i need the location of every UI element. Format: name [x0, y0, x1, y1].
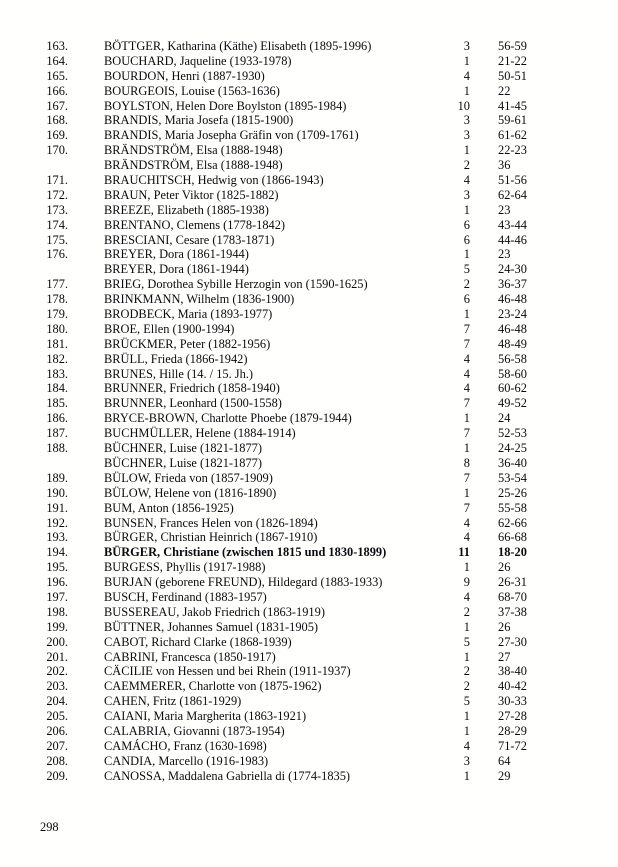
entry-number: 177. — [46, 277, 68, 292]
entry-name: BROE, Ellen (1900-1994) — [104, 321, 235, 336]
entry-pages: 26 — [498, 560, 511, 575]
entry-name: BRODBECK, Maria (1893-1977) — [104, 307, 273, 322]
table-row — [40, 679, 600, 694]
entry-name: CABRINI, Francesca (1850-1917) — [104, 649, 276, 664]
entry-number: 202. — [46, 664, 68, 679]
entry-count: 11 — [458, 545, 470, 560]
entry-name: CAEMMERER, Charlotte von (1875-1962) — [104, 679, 322, 694]
entry-count: 9 — [463, 575, 470, 590]
entry-pages: 49-52 — [498, 396, 527, 411]
entry-count: 6 — [463, 232, 470, 247]
entry-pages: 41-45 — [498, 98, 527, 113]
entry-pages: 40-42 — [498, 679, 527, 694]
entry-number: 205. — [46, 709, 68, 724]
entry-name: BUCHMÜLLER, Helene (1884-1914) — [104, 426, 296, 441]
entry-count: 4 — [463, 173, 470, 188]
page-number: 298 — [40, 820, 59, 834]
table-row — [40, 396, 600, 411]
entry-number: 191. — [46, 500, 68, 515]
entry-count: 1 — [463, 202, 470, 217]
entry-count: 5 — [463, 694, 470, 709]
table-row — [40, 367, 600, 382]
entry-pages: 60-62 — [498, 381, 527, 396]
entry-pages: 43-44 — [498, 217, 527, 232]
entry-pages: 56-59 — [498, 39, 527, 53]
table-row — [40, 486, 600, 501]
entry-pages: 26-31 — [498, 575, 527, 590]
entry-pages: 52-53 — [498, 426, 527, 441]
entry-pages: 21-22 — [498, 53, 527, 68]
entry-name: CABOT, Richard Clarke (1868-1939) — [104, 634, 292, 649]
entry-name: BRÜLL, Frieda (1866-1942) — [104, 351, 248, 366]
entry-number: 166. — [46, 83, 68, 98]
entry-number: 204. — [46, 694, 68, 709]
entry-pages: 29 — [498, 768, 511, 783]
table-row — [40, 218, 600, 233]
table-row — [40, 516, 600, 531]
table-row — [40, 456, 600, 471]
entry-count: 1 — [463, 441, 470, 456]
entry-name: BRÄNDSTRÖM, Elsa (1888-1948) — [104, 158, 283, 173]
entry-count: 1 — [463, 53, 470, 68]
table-row — [40, 635, 600, 650]
entry-name: BUNSEN, Frances Helen von (1826-1894) — [104, 515, 318, 530]
entry-count: 5 — [463, 634, 470, 649]
entry-count: 4 — [463, 515, 470, 530]
entry-pages: 24-30 — [498, 262, 527, 277]
entry-number: 181. — [46, 336, 68, 351]
entry-number: 176. — [46, 247, 68, 262]
entry-number: 190. — [46, 485, 68, 500]
table-row — [40, 650, 600, 665]
entry-name: BRUNNER, Leonhard (1500-1558) — [104, 396, 282, 411]
entry-name: BÖTTGER, Katharina (Käthe) Elisabeth (1895-1996) — [104, 39, 372, 53]
entry-pages: 22-23 — [498, 143, 527, 158]
entry-name: BÜLOW, Frieda von (1857-1909) — [104, 470, 273, 485]
entry-number: 194. — [46, 545, 68, 560]
table-row — [40, 307, 600, 322]
entry-pages: 56-58 — [498, 351, 527, 366]
entry-count: 2 — [463, 604, 470, 619]
entry-count: 1 — [463, 709, 470, 724]
table-row — [40, 545, 600, 560]
table-row — [40, 739, 600, 754]
entry-count: 1 — [463, 143, 470, 158]
entry-count: 1 — [463, 307, 470, 322]
entry-count: 1 — [463, 247, 470, 262]
entry-number: 186. — [46, 411, 68, 426]
entry-number: 180. — [46, 321, 68, 336]
entry-name: CAHEN, Fritz (1861-1929) — [104, 694, 242, 709]
entry-count: 6 — [463, 292, 470, 307]
entry-number: 183. — [46, 366, 68, 381]
entry-pages: 62-66 — [498, 515, 527, 530]
entry-number: 173. — [46, 202, 68, 217]
table-row — [40, 724, 600, 739]
entry-pages: 62-64 — [498, 187, 527, 202]
entry-name: BRÄNDSTRÖM, Elsa (1888-1948) — [104, 143, 283, 158]
entry-number: 179. — [46, 307, 68, 322]
entry-number: 197. — [46, 589, 68, 604]
entry-name: BURGESS, Phyllis (1917-1988) — [104, 560, 266, 575]
table-row — [40, 84, 600, 99]
entry-count: 4 — [463, 381, 470, 396]
entry-pages: 28-29 — [498, 723, 527, 738]
entry-name: BRUNNER, Friedrich (1858-1940) — [104, 381, 280, 396]
entry-name: BRAUCHITSCH, Hedwig von (1866-1943) — [104, 173, 324, 188]
table-row — [40, 322, 600, 337]
entry-name: CANDIA, Marcello (1916-1983) — [104, 753, 269, 768]
table-row — [40, 441, 600, 456]
entry-number: 187. — [46, 426, 68, 441]
table-row — [40, 694, 600, 709]
entry-name: BRINKMANN, Wilhelm (1836-1900) — [104, 292, 295, 307]
entry-count: 2 — [463, 679, 470, 694]
table-row — [40, 143, 600, 158]
entry-pages: 53-54 — [498, 470, 527, 485]
entry-count: 1 — [463, 560, 470, 575]
entry-pages: 27-28 — [498, 709, 527, 724]
entry-pages: 18-20 — [498, 545, 527, 560]
entry-name: BÜRGER, Christian Heinrich (1867-1910) — [104, 530, 318, 545]
entry-number: 189. — [46, 470, 68, 485]
table-row — [40, 530, 600, 545]
entry-name: BOUCHARD, Jaqueline (1933-1978) — [104, 53, 292, 68]
entry-count: 1 — [463, 83, 470, 98]
table-row — [40, 501, 600, 516]
table-row — [40, 277, 600, 292]
entry-number: 185. — [46, 396, 68, 411]
entry-pages: 30-33 — [498, 694, 527, 709]
entry-count: 5 — [463, 262, 470, 277]
table-row — [40, 203, 600, 218]
table-row — [40, 605, 600, 620]
entry-pages: 23-24 — [498, 307, 527, 322]
entry-count: 10 — [457, 98, 470, 113]
entry-name: CALABRIA, Giovanni (1873-1954) — [104, 723, 285, 738]
entry-name: BRANDIS, Maria Josepha Gräfin von (1709-1761) — [104, 128, 359, 143]
entry-number: 209. — [46, 768, 68, 783]
entry-name: BRIEG, Dorothea Sybille Herzogin von (1590-1625) — [104, 277, 368, 292]
entry-pages: 25-26 — [498, 485, 527, 500]
table-row — [40, 590, 600, 605]
entry-name: BÜCHNER, Luise (1821-1877) — [104, 441, 262, 456]
entry-name: BUSCH, Ferdinand (1883-1957) — [104, 589, 267, 604]
table-row — [40, 128, 600, 143]
entry-pages: 26 — [498, 619, 511, 634]
table-row — [40, 411, 600, 426]
entry-count: 7 — [463, 470, 470, 485]
entry-pages: 59-61 — [498, 113, 527, 128]
entry-number: 208. — [46, 753, 68, 768]
table-row — [40, 113, 600, 128]
entry-number: 198. — [46, 604, 68, 619]
entry-number: 170. — [46, 143, 68, 158]
entry-pages: 51-56 — [498, 173, 527, 188]
entry-count: 7 — [463, 321, 470, 336]
entry-name: BRAUN, Peter Viktor (1825-1882) — [104, 187, 279, 202]
entry-count: 1 — [463, 411, 470, 426]
entry-pages: 64 — [498, 753, 511, 768]
entry-pages: 36 — [498, 158, 511, 173]
table-row — [40, 381, 600, 396]
entry-name: BÜLOW, Helene von (1816-1890) — [104, 485, 277, 500]
table-row — [40, 754, 600, 769]
entry-number: 195. — [46, 560, 68, 575]
entry-number: 167. — [46, 98, 68, 113]
table-row — [40, 337, 600, 352]
entry-name: CANOSSA, Maddalena Gabriella di (1774-1835) — [104, 768, 351, 783]
entry-pages: 38-40 — [498, 664, 527, 679]
entry-count: 7 — [463, 336, 470, 351]
entry-name: BRENTANO, Clemens (1778-1842) — [104, 217, 286, 232]
entry-name: CAIANI, Maria Margherita (1863-1921) — [104, 709, 307, 724]
entry-count: 3 — [463, 39, 470, 53]
entry-name: CAMÁCHO, Franz (1630-1698) — [104, 738, 267, 753]
entry-count: 2 — [463, 664, 470, 679]
entry-number: 206. — [46, 723, 68, 738]
entry-number: 196. — [46, 575, 68, 590]
entry-pages: 48-49 — [498, 336, 527, 351]
entry-count: 4 — [463, 68, 470, 83]
entry-pages: 71-72 — [498, 738, 527, 753]
entry-count: 4 — [463, 351, 470, 366]
entry-pages: 36-40 — [498, 455, 527, 470]
entry-count: 3 — [463, 113, 470, 128]
table-row — [40, 173, 600, 188]
entry-pages: 23 — [498, 202, 511, 217]
table-row — [40, 352, 600, 367]
entry-name: BRUNES, Hille (14. / 15. Jh.) — [104, 366, 254, 381]
entry-number: 188. — [46, 441, 68, 456]
entry-count: 6 — [463, 217, 470, 232]
entry-count: 7 — [463, 396, 470, 411]
table-row — [40, 560, 600, 575]
table-row — [40, 39, 600, 54]
entry-number: 169. — [46, 128, 68, 143]
entry-number: 163. — [46, 39, 68, 53]
entry-pages: 24 — [498, 411, 511, 426]
entry-number: 200. — [46, 634, 68, 649]
entry-number: 175. — [46, 232, 68, 247]
entry-name: BRANDIS, Maria Josefa (1815-1900) — [104, 113, 294, 128]
entry-name: BREYER, Dora (1861-1944) — [104, 247, 249, 262]
entry-number: 199. — [46, 619, 68, 634]
entry-pages: 27 — [498, 649, 511, 664]
entry-count: 7 — [463, 426, 470, 441]
table-row — [40, 426, 600, 441]
entry-name: BRÜCKMER, Peter (1882-1956) — [104, 336, 271, 351]
table-row — [40, 575, 600, 590]
table-row — [40, 188, 600, 203]
entry-pages: 23 — [498, 247, 511, 262]
entry-name: BREYER, Dora (1861-1944) — [104, 262, 249, 277]
entry-pages: 22 — [498, 83, 511, 98]
entry-pages: 55-58 — [498, 500, 527, 515]
entry-name: BOURDON, Henri (1887-1930) — [104, 68, 265, 83]
entry-count: 1 — [463, 649, 470, 664]
entry-count: 1 — [463, 723, 470, 738]
entry-name: BRESCIANI, Cesare (1783-1871) — [104, 232, 275, 247]
entry-name: BÜCHNER, Luise (1821-1877) — [104, 455, 262, 470]
table-row — [40, 262, 600, 277]
entry-pages: 37-38 — [498, 604, 527, 619]
entry-number: 164. — [46, 53, 68, 68]
entry-number: 192. — [46, 515, 68, 530]
entry-pages: 46-48 — [498, 292, 527, 307]
entry-name: BURJAN (geborene FREUND), Hildegard (1883-1933) — [104, 575, 383, 590]
entry-count: 2 — [463, 277, 470, 292]
entry-name: BÜRGER, Christiane (zwischen 1815 und 1830-1899) — [104, 545, 387, 560]
entry-number: 178. — [46, 292, 68, 307]
entry-name: BUM, Anton (1856-1925) — [104, 500, 234, 515]
entry-pages: 36-37 — [498, 277, 527, 292]
entry-count: 7 — [463, 500, 470, 515]
entry-number: 165. — [46, 68, 68, 83]
entry-number: 174. — [46, 217, 68, 232]
table-row — [40, 158, 600, 173]
table-row — [40, 471, 600, 486]
entry-number: 184. — [46, 381, 68, 396]
entry-count: 4 — [463, 738, 470, 753]
entry-count: 1 — [463, 485, 470, 500]
entry-name: BOYLSTON, Helen Dore Boylston (1895-1984) — [104, 98, 347, 113]
entry-count: 8 — [463, 455, 470, 470]
table-row — [40, 54, 600, 69]
entry-count: 1 — [463, 768, 470, 783]
entry-count: 3 — [463, 753, 470, 768]
entry-name: BUSSEREAU, Jakob Friedrich (1863-1919) — [104, 604, 325, 619]
table-row — [40, 233, 600, 248]
entry-number: 168. — [46, 113, 68, 128]
entry-pages: 50-51 — [498, 68, 527, 83]
entry-pages: 68-70 — [498, 589, 527, 604]
entry-name: CÄCILIE von Hessen und bei Rhein (1911-1937) — [104, 664, 351, 679]
entry-pages: 24-25 — [498, 441, 527, 456]
entry-count: 3 — [463, 187, 470, 202]
entry-number: 207. — [46, 738, 68, 753]
table-row — [40, 769, 600, 784]
entry-count: 1 — [463, 619, 470, 634]
entry-pages: 61-62 — [498, 128, 527, 143]
entry-number: 203. — [46, 679, 68, 694]
entry-pages: 44-46 — [498, 232, 527, 247]
entry-number: 193. — [46, 530, 68, 545]
table-row — [40, 620, 600, 635]
table-row — [40, 247, 600, 262]
entry-count: 4 — [463, 366, 470, 381]
entry-pages: 66-68 — [498, 530, 527, 545]
entry-name: BRYCE-BROWN, Charlotte Phoebe (1879-1944) — [104, 411, 352, 426]
entry-count: 4 — [463, 589, 470, 604]
entry-number: 201. — [46, 649, 68, 664]
entry-number: 172. — [46, 187, 68, 202]
table-row — [40, 664, 600, 679]
entry-pages: 27-30 — [498, 634, 527, 649]
entry-name: BÜTTNER, Johannes Samuel (1831-1905) — [104, 619, 319, 634]
table-row — [40, 709, 600, 724]
entry-pages: 46-48 — [498, 321, 527, 336]
table-row — [40, 292, 600, 307]
table-row — [40, 99, 600, 114]
entry-count: 3 — [463, 128, 470, 143]
entry-number: 171. — [46, 173, 68, 188]
entry-name: BOURGEOIS, Louise (1563-1636) — [104, 83, 280, 98]
entry-name: BREEZE, Elizabeth (1885-1938) — [104, 202, 269, 217]
entry-count: 2 — [463, 158, 470, 173]
index-list — [40, 39, 600, 784]
entry-pages: 58-60 — [498, 366, 527, 381]
table-row — [40, 69, 600, 84]
entry-number: 182. — [46, 351, 68, 366]
entry-count: 4 — [463, 530, 470, 545]
